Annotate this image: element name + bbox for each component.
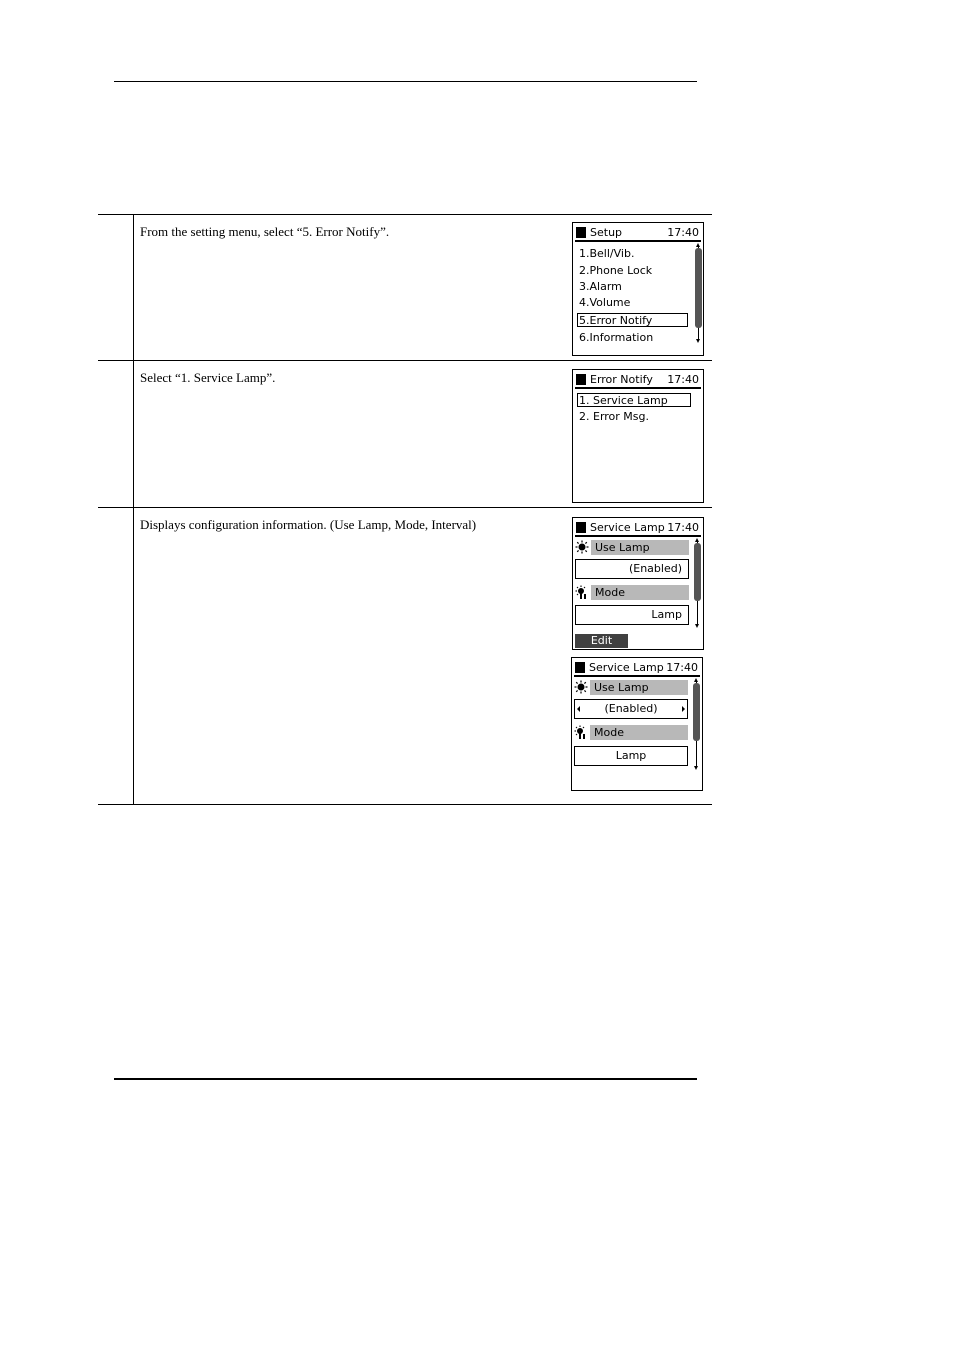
step-number-cell xyxy=(98,361,134,508)
menu-item-volume[interactable]: 4.Volume xyxy=(579,296,631,309)
lamp-icon xyxy=(574,680,588,694)
screen-time: 17:40 xyxy=(667,521,699,534)
screen-title-bar xyxy=(575,372,701,389)
lamp-mode-icon xyxy=(575,585,589,599)
menu-item-information[interactable]: 6.Information xyxy=(579,331,654,344)
mode-value[interactable]: Lamp xyxy=(575,605,689,625)
arrow-left-icon[interactable] xyxy=(577,706,580,712)
scroll-thumb[interactable] xyxy=(693,683,700,741)
step-number-cell xyxy=(98,215,134,361)
scroll-down-arrow-icon xyxy=(693,765,700,770)
screen-title: Error Notify xyxy=(590,373,653,386)
edit-softkey-button[interactable]: Edit xyxy=(575,634,628,648)
screen-time: 17:40 xyxy=(667,373,699,386)
service-lamp-edit-screen xyxy=(571,657,703,791)
setup-screen xyxy=(572,222,704,356)
scroll-thumb[interactable] xyxy=(694,543,701,601)
mode-header: Mode xyxy=(590,725,688,740)
use-lamp-value: (Enabled) xyxy=(604,702,658,715)
use-lamp-header: Use Lamp xyxy=(590,680,688,695)
screen-title-bar xyxy=(575,520,701,537)
menu-item-error-notify[interactable]: 5.Error Notify xyxy=(577,313,688,327)
screen-title-bar xyxy=(574,660,700,677)
scroll-down-arrow-icon xyxy=(695,338,702,343)
scrollbar[interactable] xyxy=(693,678,700,770)
use-lamp-header: Use Lamp xyxy=(591,540,689,555)
step-text-3: Displays configuration information. (Use Lamp, Mode, Interval) xyxy=(140,517,477,532)
menu-item-alarm[interactable]: 3.Alarm xyxy=(579,280,622,293)
step-number-cell xyxy=(98,508,134,804)
mode-value[interactable]: Lamp xyxy=(574,746,688,766)
menu-item-error-msg[interactable]: 2. Error Msg. xyxy=(579,410,650,423)
step-text-2: Select “1. Service Lamp”. xyxy=(140,370,276,385)
error-notify-screen xyxy=(572,369,704,503)
screen-title: Setup xyxy=(590,226,623,239)
screen-time: 17:40 xyxy=(666,661,698,674)
arrow-right-icon[interactable] xyxy=(682,706,685,712)
lamp-icon xyxy=(575,540,589,554)
scrollbar[interactable] xyxy=(695,243,702,343)
menu-item-bell-vib[interactable]: 1.Bell/Vib. xyxy=(579,247,635,260)
step-text-1: From the setting menu, select “5. Error Notify”. xyxy=(140,224,390,239)
use-lamp-value[interactable]: (Enabled) xyxy=(575,559,689,579)
scroll-down-arrow-icon xyxy=(694,623,701,628)
screen-title-bar xyxy=(575,225,701,242)
scroll-thumb[interactable] xyxy=(695,248,702,328)
menu-item-phone-lock[interactable]: 2.Phone Lock xyxy=(579,264,653,277)
title-block-icon xyxy=(576,374,586,385)
screen-title: Service Lamp xyxy=(590,521,665,534)
title-block-icon xyxy=(575,662,585,673)
screen-title: Service Lamp xyxy=(589,661,664,674)
use-lamp-selector[interactable] xyxy=(574,699,688,719)
scrollbar[interactable] xyxy=(694,538,701,628)
title-block-icon xyxy=(576,522,586,533)
title-block-icon xyxy=(576,227,586,238)
screen-time: 17:40 xyxy=(667,226,699,239)
footer-rule xyxy=(114,1078,697,1080)
menu-item-service-lamp[interactable]: 1. Service Lamp xyxy=(577,393,691,407)
service-lamp-view-screen xyxy=(572,517,704,650)
lamp-mode-icon xyxy=(574,725,588,739)
header-rule xyxy=(114,81,697,82)
mode-header: Mode xyxy=(591,585,689,600)
